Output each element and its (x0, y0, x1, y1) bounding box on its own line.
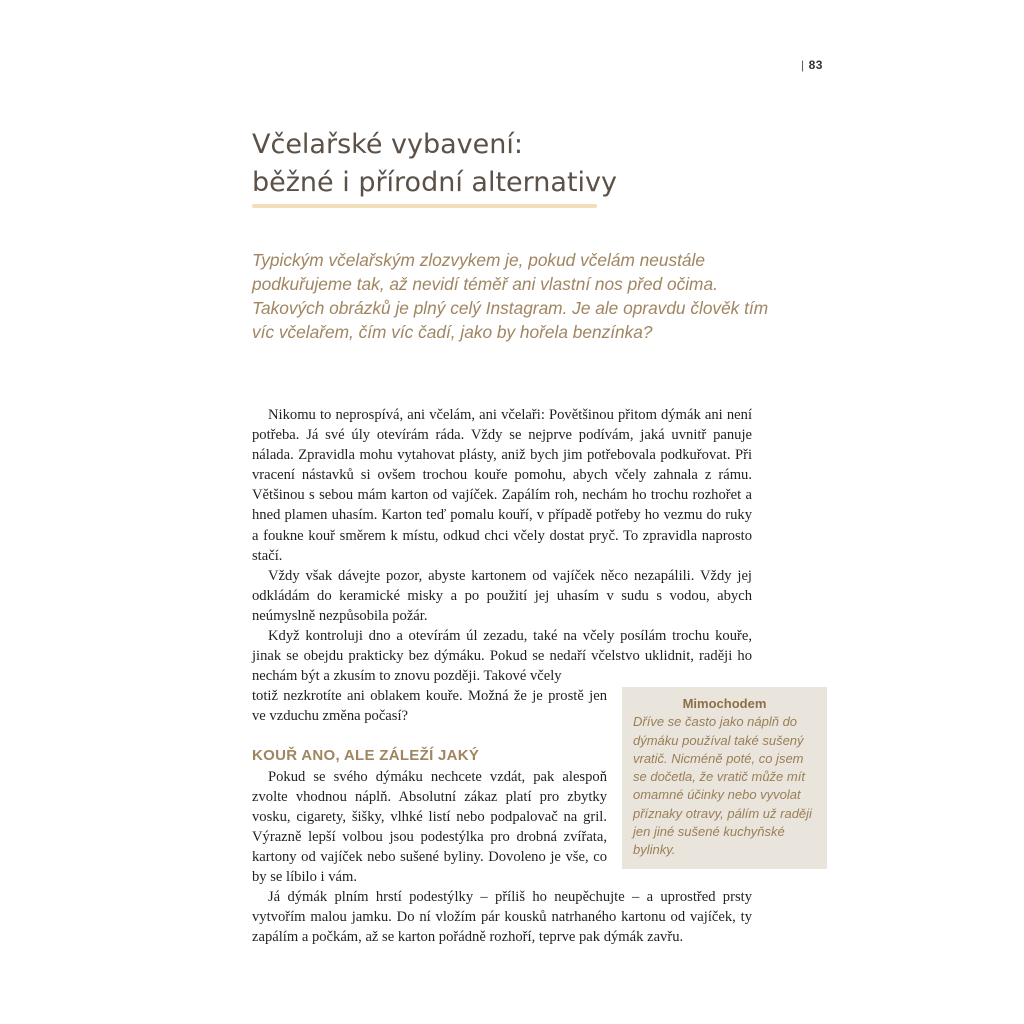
sidebar-title: Mimochodem (682, 696, 767, 711)
body-paragraph: Nikomu to neprospívá, ani včelám, ani včelaři: Povětšinou přitom dýmák ani není potřeba. Já své úly otevírám ráda. Vždy se nejprve podívám, jaká uvnitř panuje nálada. Zpravidla mohu vytahovat plásty, aniž bych jim potřebovala podkuřovat. Při vracení nástavků si ovšem trochou kouře pomohu, abych včely zahnala z rámu. Většinou s sebou mám karton od vajíček. Zapálím roh, nechám ho trochu rozhořet a hned plamen uhasím. Karton teď pomalu kouří, v případě potřeby ho vezmu do ruky a foukne kouř směrem k místu, odkud chci včely dostat pryč. To zpravidla naprosto stačí. (252, 407, 752, 564)
page-number-separator: | (801, 58, 805, 72)
chapter-title-line-1: Včelařské vybavení: (252, 129, 523, 160)
body-paragraph-continued: totiž nezkrotíte ani oblakem kouře. Možná že je prostě jen ve vzduchu změna počasí? (252, 688, 607, 725)
sidebar-box (622, 687, 827, 869)
chapter-title (252, 126, 672, 202)
body-paragraph: Pokud se svého dýmáku nechcete vzdát, pak alespoň zvolte vhodnou náplň. Absolutní zákaz platí pro zbytky vosku, cigarety, šišky, vlhké listí nebo podpalovač na gril. Výrazně lepší volbou jsou podestýlka pro drobná zvířata, kartony od vajíček nebo sušené byliny. Dovoleno je vše, co by se líbilo i vám. (252, 768, 607, 885)
chapter-title-line-2: běžné i přírodní alternativy (252, 167, 617, 198)
sidebar-text: Dříve se často jako náplň do dýmáku používal také sušený vratič. Nicméně poté, co jsem se dočetla, že vratič může mít omamné účinky nebo vyvolat příznaky otravy, pálím už raději jen jiné sušené kuchyňské bylinky. (633, 714, 812, 858)
body-paragraph: Já dýmák plním hrstí podestýlky – příliš ho neupěchujte – a uprostřed prsty vytvořím malou jamku. Do ní vložím pár kousků natrhaného kartonu od vajíček, ty zapálím a počkám, až se karton pořádně rozhoří, teprve pak dýmák zavřu. (252, 889, 752, 946)
lead-paragraph: Typickým včelařským zlozvykem je, pokud včelám neustále podkuřujeme tak, až nevidí téměř ani vlastní nos před očima. Takových obrázků je plný celý Instagram. Je ale opravdu člověk tím víc včelařem, čím víc čadí, jako by hořela benzínka? (252, 250, 769, 342)
page-number (801, 58, 823, 72)
body-paragraph: Vždy však dávejte pozor, abyste kartonem od vajíček něco nezapálili. Vždy jej odkládám do keramické misky a po použití jej uhasím v sudu s vodou, abych neúmyslně nezpůsobila požár. (252, 567, 752, 624)
body-paragraph: Když kontroluji dno a otevírám úl zezadu, také na včely posílám trochu kouře, jinak se obejdu prakticky bez dýmáku. Pokud se nedaří včelstvo uklidnit, raději ho nechám být a zkusím to znovu později. Takové včely (252, 628, 752, 685)
section-subheading: KOUŘ ANO, ALE ZÁLEŽÍ JAKÝ (252, 746, 480, 764)
title-underline (252, 204, 597, 208)
narrow-column (252, 686, 607, 887)
page-number-value: 83 (808, 58, 823, 72)
